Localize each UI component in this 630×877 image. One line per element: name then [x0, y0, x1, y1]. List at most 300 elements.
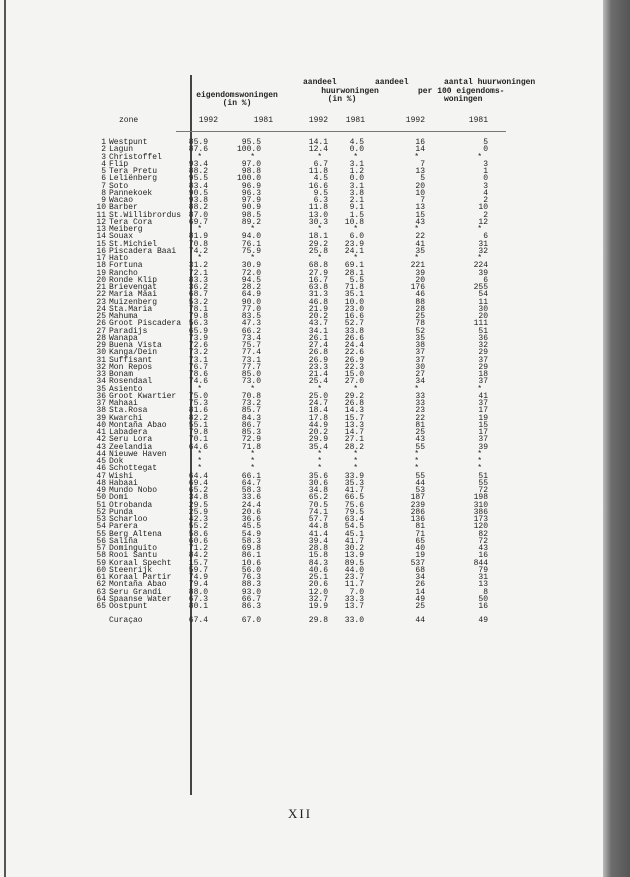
cell-huur-1992: 44.9	[308, 420, 328, 430]
cell-aantal-1981: 16	[478, 551, 488, 561]
cell-eigendom-1981: 70.8	[241, 391, 261, 401]
zone-name: Seru Lora	[109, 435, 153, 445]
cell-aantal-1992: 23	[415, 406, 425, 416]
cell-huur-1981: 29.2	[344, 391, 364, 401]
cell-aantal-1981: 37	[478, 435, 488, 445]
zone-name: Saliña	[109, 536, 138, 546]
zone-number: 40	[96, 420, 106, 430]
cell-aantal-1992: 25	[415, 312, 425, 321]
cell-eigendom-1981: 72.9	[241, 435, 261, 445]
cell-eigendom-1992: 90.5	[188, 188, 208, 198]
zone-name: Otrobanda	[109, 500, 153, 510]
zone-number: 27	[96, 326, 106, 336]
cell-huur-1992: 34.8	[308, 486, 328, 495]
header-huur-unit: (in %)	[327, 95, 357, 104]
cell-aantal-1992: 68	[415, 565, 425, 575]
cell-eigendom-1992: 88.0	[188, 587, 208, 597]
cell-aantal-1992: 40	[415, 544, 425, 553]
cell-aantal-1992: *	[414, 152, 419, 162]
cell-eigendom-1992: 76.7	[188, 362, 208, 372]
cell-aantal-1992: 22	[415, 232, 425, 242]
cell-eigendom-1981: 73.2	[241, 399, 261, 408]
cell-huur-1992: 26.8	[308, 348, 328, 358]
cell-eigendom-1992: 68.7	[188, 290, 208, 300]
cell-aantal-1992: 71	[415, 529, 425, 539]
cell-huur-1981: 4.5	[349, 138, 364, 147]
cell-aantal-1981: 4	[483, 188, 488, 198]
cell-huur-1992: 12.4	[308, 145, 328, 155]
cell-eigendom-1992: 55.1	[188, 420, 208, 430]
cell-eigendom-1981: 45.5	[241, 522, 261, 532]
zone-name: Groot Piscadera	[109, 319, 182, 329]
cell-eigendom-1981: *	[250, 152, 255, 162]
cell-huur-1981: 28.1	[344, 268, 364, 278]
cell-eigendom-1981: 66.7	[241, 594, 261, 604]
zone-number: 35	[96, 384, 106, 394]
cell-eigendom-1992: *	[197, 384, 202, 394]
cell-eigendom-1981: 24.4	[241, 500, 261, 510]
cell-huur-1992: 65.2	[308, 493, 328, 503]
cell-huur-1992: 40.6	[308, 565, 328, 575]
cell-eigendom-1981: *	[250, 449, 255, 459]
cell-huur-1981: 75.6	[344, 500, 364, 510]
cell-huur-1981: *	[353, 384, 358, 394]
header-eigendom-unit: (in %)	[222, 99, 252, 108]
cell-aantal-1981: 0	[483, 174, 488, 184]
cell-huur-1981: 14.7	[344, 428, 364, 437]
cell-aantal-1981: 51	[478, 471, 488, 481]
cell-huur-1981: *	[353, 225, 358, 234]
zone-name: Sta.Maria	[109, 304, 153, 314]
zone-name: Punda	[109, 507, 134, 517]
cell-huur-1992: 30.3	[308, 217, 328, 227]
header-year: 1981	[345, 116, 365, 125]
header-rule	[176, 131, 506, 132]
cell-huur-1981: 41.7	[344, 536, 364, 546]
cell-aantal-1981: 30	[478, 304, 488, 314]
cell-eigendom-1981: 36.6	[241, 515, 261, 524]
cell-aantal-1981: 3	[483, 159, 488, 169]
cell-aantal-1992: 20	[415, 275, 425, 285]
zone-number: 6	[101, 174, 106, 184]
cell-aantal-1992: 34	[415, 377, 425, 387]
cell-eigendom-1981: 85.7	[241, 406, 261, 416]
cell-aantal-1981: 2	[483, 196, 488, 205]
cell-huur-1981: 41.7	[344, 486, 364, 495]
cell-aantal-1981: 79	[478, 565, 488, 575]
cell-huur-1992: 13.0	[308, 210, 328, 220]
zone-number: 20	[96, 275, 106, 285]
cell-huur-1981: 24.1	[344, 246, 364, 256]
cell-huur-1992: 25.0	[308, 391, 328, 401]
cell-huur-1981: *	[353, 449, 358, 459]
zone-number: 51	[96, 500, 106, 510]
cell-eigendom-1981: 75.7	[241, 341, 261, 350]
header-zone: zone	[119, 116, 139, 125]
cell-huur-1981: 3.8	[349, 188, 364, 198]
cell-eigendom-1992: 83.4	[188, 181, 208, 191]
header-year: 1992	[198, 116, 218, 125]
zone-name: Pannekoek	[109, 188, 153, 198]
cell-eigendom-1992: 73.1	[188, 355, 208, 365]
cell-huur-1981: 45.1	[344, 529, 364, 539]
cell-eigendom-1981: 95.5	[241, 138, 261, 147]
cell-huur-1981: 10.8	[344, 217, 364, 227]
zone-number: 52	[96, 507, 106, 517]
cell-huur-1992: 9.5	[313, 188, 328, 198]
zone-name: Zeelandia	[109, 442, 153, 452]
cell-aantal-1981: 36	[478, 333, 488, 343]
cell-aantal-1981: 51	[478, 326, 488, 336]
cell-huur-1992: 41.4	[308, 529, 328, 539]
zone-number: 18	[96, 261, 106, 271]
zone-name: Ronde Klip	[109, 275, 158, 285]
cell-huur-1981: 0.0	[349, 174, 364, 184]
header-huur-prefix: aandeel	[303, 78, 337, 87]
zone-number: 42	[96, 435, 106, 445]
cell-aantal-1992: 43	[415, 217, 425, 227]
cell-eigendom-1992: 74.2	[188, 246, 208, 256]
cell-eigendom-1981: 54.9	[241, 529, 261, 539]
cell-aantal-1981: 55	[478, 478, 488, 488]
cell-aantal-1981: 310	[473, 500, 488, 510]
zone-name: Dok	[109, 457, 124, 466]
zone-name: Hato	[109, 254, 129, 263]
cell-aantal-1992: 28	[415, 304, 425, 314]
zone-name: Piscadera Baai	[109, 246, 177, 256]
cell-eigendom-1981: 83.5	[241, 312, 261, 321]
cell-aantal-1992: 286	[410, 507, 425, 517]
cell-eigendom-1981: 20.6	[241, 507, 261, 517]
header-year: 1981	[253, 116, 273, 125]
zone-name: Rosendaal	[109, 377, 153, 387]
cell-aantal-1981: 32	[478, 341, 488, 350]
cell-huur-1981: 71.8	[344, 283, 364, 292]
cell-aantal-1992: 41	[415, 239, 425, 249]
zone-number: 29	[96, 341, 106, 350]
cell-aantal-1992: 25	[415, 602, 425, 611]
zone-name: Kwarchi	[109, 413, 143, 423]
cell-eigendom-1981: 47.3	[241, 319, 261, 329]
cell-huur-1992: 21.9	[308, 304, 328, 314]
zone-number: 16	[96, 246, 106, 256]
header-aantal: aantal huurwoningen	[444, 78, 536, 87]
zone-name: Muizenberg	[109, 297, 158, 307]
zone-number: 26	[96, 319, 106, 329]
cell-huur-1992: 16.6	[308, 181, 328, 191]
cell-aantal-1981: 12	[478, 217, 488, 227]
cell-eigendom-1992: 31.2	[188, 261, 208, 271]
zone-name: Seru Grandi	[109, 587, 162, 597]
zone-name: Brievengat	[109, 283, 158, 292]
cell-eigendom-1992: 73.9	[188, 333, 208, 343]
cell-eigendom-1981: 33.6	[241, 493, 261, 503]
cell-huur-1992: 57.7	[308, 515, 328, 524]
cell-eigendom-1992: 72.6	[188, 341, 208, 350]
cell-huur-1992: 16.7	[308, 275, 328, 285]
cell-eigendom-1992: 25.9	[188, 507, 208, 517]
cell-aantal-1981: 5	[483, 138, 488, 147]
cell-eigendom-1992: 95.5	[188, 174, 208, 184]
cell-huur-1981: 35.3	[344, 478, 364, 488]
cell-eigendom-1992: 60.6	[188, 536, 208, 546]
zone-name: Maria Maai	[109, 290, 158, 300]
cell-huur-1992: 26.1	[308, 333, 328, 343]
cell-huur-1992: 27.9	[308, 268, 328, 278]
zone-name: Soto	[109, 181, 129, 191]
cell-aantal-1981: 198	[473, 493, 488, 503]
cell-huur-1981: 6.0	[349, 232, 364, 242]
zone-number: 2	[101, 145, 106, 155]
cell-huur-1981: 33.9	[344, 471, 364, 481]
zone-number: 23	[96, 297, 106, 307]
zone-number: 34	[96, 377, 106, 387]
zone-number: 11	[96, 210, 106, 220]
cell-eigendom-1981: *	[250, 254, 255, 263]
cell-eigendom-1992: 81.9	[188, 232, 208, 242]
cell-aantal-1992: 53	[415, 486, 425, 495]
zone-name: Mon Repos	[109, 362, 153, 372]
cell-aantal-1992: 16	[415, 138, 425, 147]
cell-huur-1992: *	[317, 384, 322, 394]
cell-eigendom-1992: 74.6	[188, 377, 208, 387]
cell-huur-1992: 43.7	[308, 319, 328, 329]
zone-number: 30	[96, 348, 106, 358]
zone-name: Curaçao	[109, 616, 143, 625]
cell-eigendom-1992: 64.6	[188, 442, 208, 452]
zone-name: Montaña Abao	[109, 580, 167, 590]
cell-aantal-1992: 35	[415, 333, 425, 343]
cell-eigendom-1981: 88.3	[241, 580, 261, 590]
cell-huur-1992: 18.4	[308, 406, 328, 416]
header-huur: huurwoningen	[321, 87, 379, 96]
cell-eigendom-1992: 87.6	[188, 145, 208, 155]
zone-name: Meiberg	[109, 225, 143, 234]
cell-huur-1981: 23.9	[344, 239, 364, 249]
cell-aantal-1981: 37	[478, 399, 488, 408]
zone-name: Parera	[109, 522, 138, 532]
zone-name: Nieuwe Haven	[109, 449, 167, 459]
cell-eigendom-1992: 83.3	[188, 275, 208, 285]
zone-number: 21	[96, 283, 106, 292]
cell-aantal-1992: *	[414, 449, 419, 459]
zone-name: Labadera	[109, 428, 148, 437]
zone-name: Habaai	[109, 478, 138, 488]
cell-huur-1981: *	[353, 254, 358, 263]
cell-aantal-1981: 29	[478, 348, 488, 358]
zone-name: Bonam	[109, 370, 134, 379]
cell-eigendom-1992: 93.4	[188, 159, 208, 169]
cell-aantal-1981: 844	[473, 558, 488, 568]
header-year: 1981	[468, 116, 488, 125]
cell-aantal-1981: 120	[473, 522, 488, 532]
cell-aantal-1981: 11	[478, 297, 488, 307]
cell-eigendom-1981: 97.0	[241, 159, 261, 169]
cell-huur-1992: 29.2	[308, 239, 328, 249]
cell-eigendom-1992: 80.1	[188, 602, 208, 611]
cell-huur-1981: 44.0	[344, 565, 364, 575]
cell-huur-1992: 19.9	[308, 602, 328, 611]
cell-huur-1992: 35.4	[308, 442, 328, 452]
cell-aantal-1981: 6	[483, 232, 488, 242]
cell-huur-1992: 20.6	[308, 580, 328, 590]
cell-huur-1981: 26.8	[344, 399, 364, 408]
zone-name: Tera Pretu	[109, 167, 158, 176]
zone-number: 47	[96, 471, 106, 481]
cell-aantal-1992: 34	[415, 573, 425, 582]
cell-eigendom-1992: *	[197, 449, 202, 459]
cell-aantal-1981: 82	[478, 529, 488, 539]
cell-huur-1992: 11.8	[308, 167, 328, 176]
cell-eigendom-1981: 86.1	[241, 551, 261, 561]
cell-huur-1992: 84.3	[308, 558, 328, 568]
zone-number: 56	[96, 536, 106, 546]
cell-aantal-1992: 22	[415, 413, 425, 423]
cell-eigendom-1992: 34.8	[188, 493, 208, 503]
cell-huur-1981: 0.0	[349, 145, 364, 155]
cell-huur-1981: *	[353, 464, 358, 474]
cell-huur-1981: 52.7	[344, 319, 364, 329]
cell-aantal-1992: 239	[410, 500, 425, 510]
cell-aantal-1981: 72	[478, 486, 488, 495]
cell-aantal-1992: 39	[415, 268, 425, 278]
cell-eigendom-1992: 67.4	[188, 616, 208, 625]
cell-eigendom-1992: 75.3	[188, 399, 208, 408]
cell-eigendom-1992: 71.2	[188, 544, 208, 553]
cell-aantal-1981: *	[477, 384, 482, 394]
zone-number: 44	[96, 449, 106, 459]
zone-name: Domi	[109, 493, 129, 503]
cell-eigendom-1981: 84.3	[241, 413, 261, 423]
zone-number: 15	[96, 239, 106, 249]
zone-name: St.Michiel	[109, 239, 158, 249]
cell-eigendom-1992: 55.2	[188, 522, 208, 532]
cell-huur-1981: 33.3	[344, 594, 364, 604]
cell-aantal-1992: 78	[415, 319, 425, 329]
cell-aantal-1992: 38	[415, 341, 425, 350]
cell-huur-1992: *	[317, 254, 322, 263]
cell-aantal-1981: 10	[478, 203, 488, 213]
cell-aantal-1981: 20	[478, 312, 488, 321]
cell-eigendom-1992: 58.6	[188, 529, 208, 539]
cell-eigendom-1981: 73.0	[241, 377, 261, 387]
cell-huur-1981: 22.3	[344, 362, 364, 372]
zone-name: Groot Kwartier	[109, 391, 177, 401]
cell-eigendom-1992: 64.4	[188, 471, 208, 481]
cell-eigendom-1992: 79.4	[188, 580, 208, 590]
cell-huur-1992: 15.8	[308, 551, 328, 561]
cell-eigendom-1981: 73.4	[241, 333, 261, 343]
cell-aantal-1992: 35	[415, 246, 425, 256]
zone-name: Westpunt	[109, 138, 148, 147]
cell-huur-1992: 20.2	[308, 312, 328, 321]
cell-huur-1981: 15.0	[344, 370, 364, 379]
zone-number: 12	[96, 217, 106, 227]
cell-eigendom-1981: 66.1	[241, 471, 261, 481]
cell-aantal-1992: 13	[415, 203, 425, 213]
cell-huur-1981: 23.7	[344, 573, 364, 582]
zone-name: Barber	[109, 203, 138, 213]
cell-huur-1981: 1.2	[349, 167, 364, 176]
cell-huur-1992: 35.6	[308, 471, 328, 481]
zone-number: 36	[96, 391, 106, 401]
cell-aantal-1981: 39	[478, 442, 488, 452]
zone-name: Koraal Partir	[109, 573, 172, 582]
cell-eigendom-1981: 64.9	[241, 290, 261, 300]
zone-name: Sta.Rosa	[109, 406, 148, 416]
cell-huur-1992: 6.3	[313, 196, 328, 205]
cell-aantal-1992: 55	[415, 471, 425, 481]
cell-eigendom-1992: 56.3	[188, 319, 208, 329]
cell-huur-1992: 28.8	[308, 544, 328, 553]
cell-huur-1992: 68.8	[308, 261, 328, 271]
zone-number: 13	[96, 225, 106, 234]
zone-name: Asiento	[109, 384, 143, 394]
cell-huur-1992: 31.3	[308, 290, 328, 300]
zone-number: 64	[96, 594, 106, 604]
cell-aantal-1992: 20	[415, 181, 425, 191]
cell-eigendom-1981: 93.0	[241, 587, 261, 597]
scan-shadow	[603, 0, 630, 877]
zone-name: Oostpunt	[109, 602, 148, 611]
zone-number: 17	[96, 254, 106, 263]
cell-eigendom-1981: 76.1	[241, 239, 261, 249]
cell-aantal-1981: *	[477, 152, 482, 162]
cell-eigendom-1981: 67.0	[241, 616, 261, 625]
cell-aantal-1992: 44	[415, 616, 425, 625]
cell-huur-1992: 34.1	[308, 326, 328, 336]
cell-huur-1981: 3.1	[349, 181, 364, 191]
zone-name: Tera Cora	[109, 217, 153, 227]
cell-huur-1981: 13.7	[344, 602, 364, 611]
zone-number: 5	[101, 167, 106, 176]
zone-number: 45	[96, 457, 106, 466]
cell-huur-1992: *	[317, 449, 322, 459]
cell-eigendom-1981: 100.0	[236, 145, 261, 155]
cell-huur-1981: 26.6	[344, 333, 364, 343]
cell-eigendom-1981: 98.5	[241, 210, 261, 220]
zone-name: Flip	[109, 159, 129, 169]
cell-aantal-1992: 65	[415, 536, 425, 546]
cell-aantal-1981: *	[477, 457, 482, 466]
cell-eigendom-1981: 77.4	[241, 348, 261, 358]
cell-aantal-1992: 19	[415, 551, 425, 561]
cell-huur-1992: 30.6	[308, 478, 328, 488]
zone-number: 43	[96, 442, 106, 452]
zone-name: Spaanse Water	[109, 594, 172, 604]
cell-eigendom-1981: 98.8	[241, 167, 261, 176]
cell-huur-1981: 23.0	[344, 304, 364, 314]
cell-eigendom-1981: 94.0	[241, 232, 261, 242]
zone-number: 39	[96, 413, 106, 423]
cell-aantal-1992: 37	[415, 348, 425, 358]
cell-aantal-1981: 17	[478, 406, 488, 416]
cell-huur-1992: *	[317, 225, 322, 234]
cell-aantal-1981: 111	[473, 319, 488, 329]
cell-aantal-1981: 386	[473, 507, 488, 517]
zone-name: Rooi Santu	[109, 551, 158, 561]
cell-eigendom-1992: 59.7	[188, 565, 208, 575]
cell-huur-1992: 12.0	[308, 587, 328, 597]
zone-number: 65	[96, 602, 106, 611]
zone-number: 28	[96, 333, 106, 343]
zone-name: Berg Altena	[109, 529, 162, 539]
zone-number: 49	[96, 486, 106, 495]
cell-huur-1992: 6.7	[313, 159, 328, 169]
cell-eigendom-1981: *	[250, 457, 255, 466]
cell-eigendom-1981: *	[250, 464, 255, 474]
zone-name: Suffisant	[109, 355, 153, 365]
